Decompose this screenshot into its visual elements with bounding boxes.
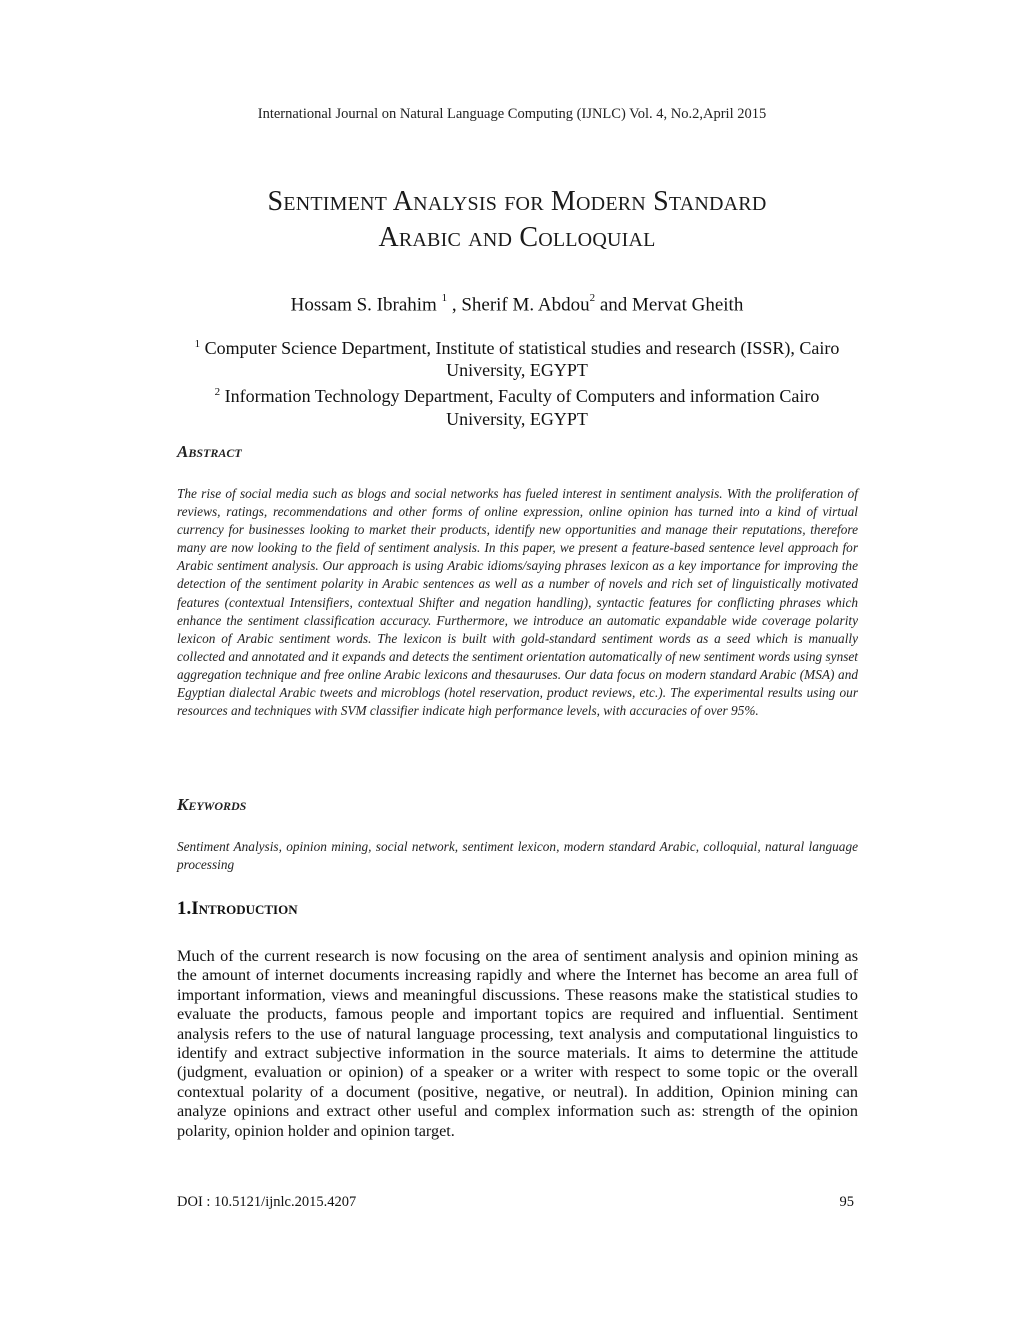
affiliation-text: Information Technology Department, Faculty of Computers and information Cairo: [220, 386, 820, 407]
paper-title: [0, 184, 1024, 256]
title-line-2: Arabic and Colloquial: [378, 222, 656, 253]
abstract-heading: Abstract: [177, 442, 242, 461]
affiliations: [160, 333, 874, 430]
abstract-body: The rise of social media such as blogs and social networks has fueled interest in sentiment analysis. With the proliferation of reviews, ratings, recommendations and other forms of online expression, online opinion has turned into a kind of virtual currency for businesses looking to market their products, identify new opportunities and manage their reputations, therefore many are now looking to the field of sentiment analysis. In this paper, we present a feature-based sentence level approach for Arabic sentiment analysis. Our approach is using Arabic idioms/saying phrases lexicon as a key importance for improving the detection of the sentiment polarity in Arabic sentences as well as a number of novels and rich set of linguistically motivated features (contextual Intensifiers, contextual Shifter and negation handling), syntactic features for conflicting phrases which enhance the sentiment classification accuracy. Furthermore, we introduce an automatic expandable wide coverage polarity lexicon of Arabic sentiment words. The lexicon is built with gold-standard sentiment words as a seed which is manually collected and annotated and it expands and detects the sentiment orientation automatically of new sentiment words using synset aggregation technique and free online Arabic lexicons and thesauruses. Our data focus on modern standard Arabic (MSA) and Egyptian dialectal Arabic tweets and microblogs (hotel reservation, product reviews, etc.). The experimental results using our resources and techniques with SVM classifier indicate high performance levels, with accuracies of over 95%.: [177, 486, 858, 719]
affiliation-2-line-2: University, EGYPT: [446, 408, 588, 429]
author-affiliation-mark: 2: [589, 292, 596, 304]
affiliation-mark: 1: [194, 338, 201, 350]
page-number: 95: [839, 1194, 854, 1210]
introduction-heading: 1.Introduction: [177, 898, 298, 919]
affiliation-1: [160, 333, 874, 359]
author-name: Hossam S. Ibrahim: [290, 294, 437, 316]
title-line-1: Sentiment Analysis for Modern Standard: [267, 186, 767, 217]
affiliation-2: [160, 381, 874, 407]
affiliation-text: Computer Science Department, Institute of statistical studies and research (ISSR), Cairo: [200, 338, 840, 358]
introduction-body: Much of the current research is now focusing on the area of sentiment analysis and opinion mining as the amount of internet documents increasing rapidly and where the Internet has become an area full of important information, views and meaningful discussions. These reasons make the statistical studies to evaluate the products, famous people and important topics are required and influential. Sentiment analysis refers to the use of natural language processing, text analysis and computational linguistics to identify and extract subjective information in the source materials. It aims to determine the attitude (judgment, evaluation or opinion) of a speaker or a writer with respect to some topic or the overall contextual polarity of a document (positive, negative, or neutral). In addition, Opinion mining can analyze opinions and extract other useful and complex information such as: strength of the opinion polarity, opinion holder and opinion target.: [177, 947, 858, 1140]
affiliation-1-line-2: University, EGYPT: [446, 360, 588, 381]
author-name: and Mervat Gheith: [595, 294, 744, 316]
affiliation-mark: 2: [214, 386, 221, 399]
author-name: , Sherif M. Abdou: [447, 294, 590, 316]
author-list: [0, 287, 1024, 318]
keywords-body: Sentiment Analysis, opinion mining, social network, sentiment lexicon, modern standard Arabic, colloquial, natural language processing: [177, 839, 858, 873]
footer-doi: DOI : 10.5121/ijnlc.2015.4207: [177, 1194, 357, 1210]
author-affiliation-mark: 1: [441, 292, 448, 304]
keywords-heading: Keywords: [177, 795, 247, 814]
running-header: International Journal on Natural Language Computing (IJNLC) Vol. 4, No.2,April 2015: [257, 106, 767, 122]
